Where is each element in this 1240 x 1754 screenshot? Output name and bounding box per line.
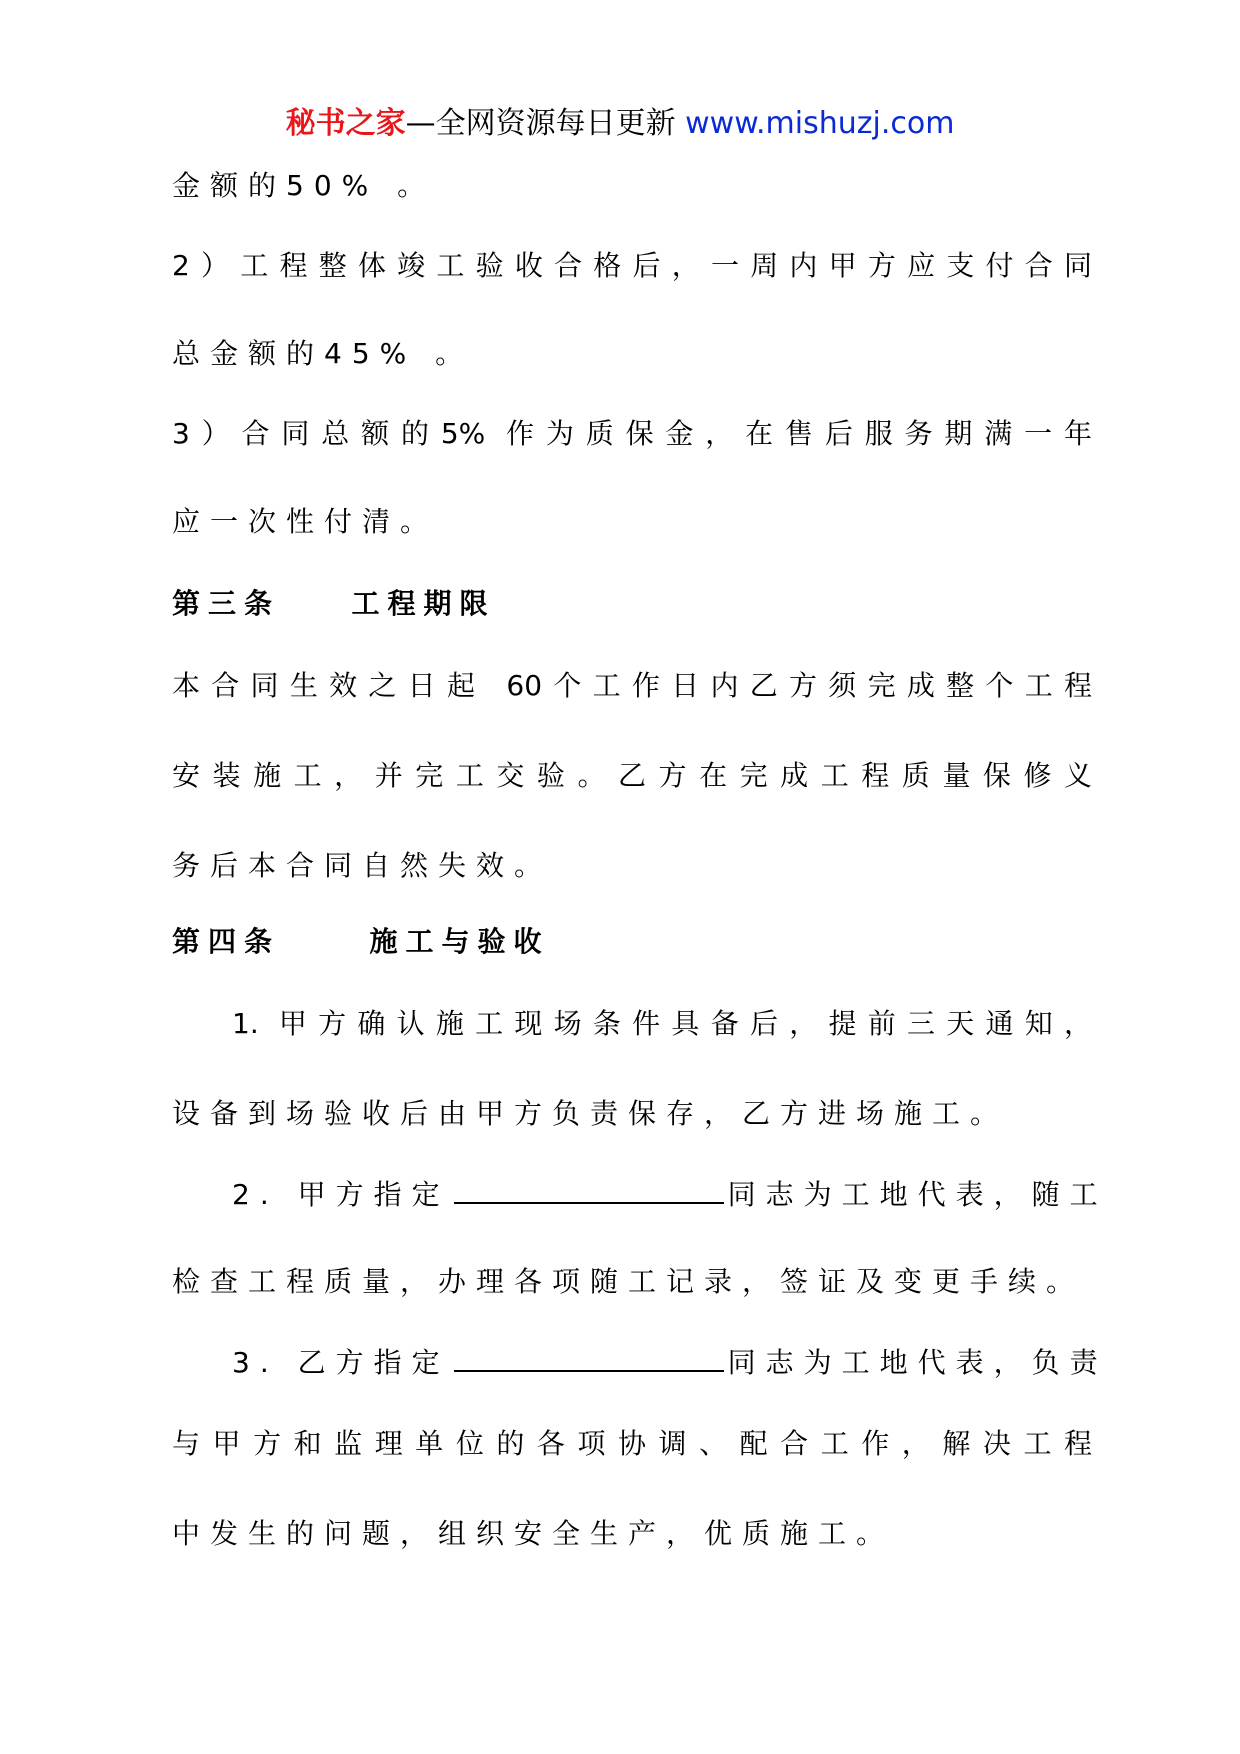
header-tagline: —全网资源每日更新 xyxy=(405,106,676,141)
item-2-suffix: 同志为工地代表，随工 xyxy=(727,1178,1108,1211)
article-4-item-1-line-2: 设备到场验收后由甲方负责保存，乙方进场施工。 xyxy=(172,1097,1009,1130)
article-4-item-1-line-1: 1. 甲方确认施工现场条件具备后，提前三天通知， xyxy=(232,1007,1092,1040)
page-header xyxy=(0,100,1240,148)
payment-clause-2-line-1: 2）工程整体竣工验收合格后，一周内甲方应支付合同 xyxy=(172,249,1092,282)
payment-clause-3-line-2: 应一次性付清。 xyxy=(172,505,439,538)
article-4-item-3-line-3: 中发生的问题，组织安全生产，优质施工。 xyxy=(172,1517,895,1550)
item-3-prefix: 3. 乙方指定 xyxy=(232,1346,450,1379)
article-4-number: 第四条 xyxy=(172,925,281,958)
article-3-title: 工程期限 xyxy=(351,587,496,620)
article-4-title: 施工与验收 xyxy=(369,925,550,958)
payment-clause-2-line-2: 总金额的45% 。 xyxy=(172,337,474,370)
article-4-item-2-line-2: 检查工程质量，办理各项随工记录，签证及变更手续。 xyxy=(172,1265,1085,1298)
party-b-representative-blank xyxy=(454,1340,724,1372)
item-2-prefix: 2. 甲方指定 xyxy=(232,1178,450,1211)
article-3-heading xyxy=(172,584,1092,624)
article-4-heading xyxy=(172,922,1092,962)
brand-name: 秘书之家 xyxy=(285,106,406,141)
article-4-item-3-line-1 xyxy=(172,1340,1108,1383)
payment-clause-3-line-1: 3）合同总额的5% 作为质保金，在售后服务期满一年 xyxy=(172,417,1092,450)
payment-clause-1-end: 金额的50% 。 xyxy=(172,169,436,202)
party-a-representative-blank xyxy=(454,1172,724,1204)
article-3-line-3: 务后本合同自然失效。 xyxy=(172,849,553,882)
article-3-line-1: 本合同生效之日起 60个工作日内乙方须完成整个工程 xyxy=(172,669,1092,702)
article-4-item-2-line-1 xyxy=(172,1172,1108,1215)
article-3-line-2: 安装施工，并完工交验。乙方在完成工程质量保修义 xyxy=(172,759,1092,792)
website-link[interactable]: www.mishuzj.com xyxy=(685,106,955,141)
item-3-suffix: 同志为工地代表，负责 xyxy=(727,1346,1108,1379)
article-3-number: 第三条 xyxy=(172,587,281,620)
article-4-item-3-line-2: 与甲方和监理单位的各项协调、配合工作，解决工程 xyxy=(172,1427,1092,1460)
